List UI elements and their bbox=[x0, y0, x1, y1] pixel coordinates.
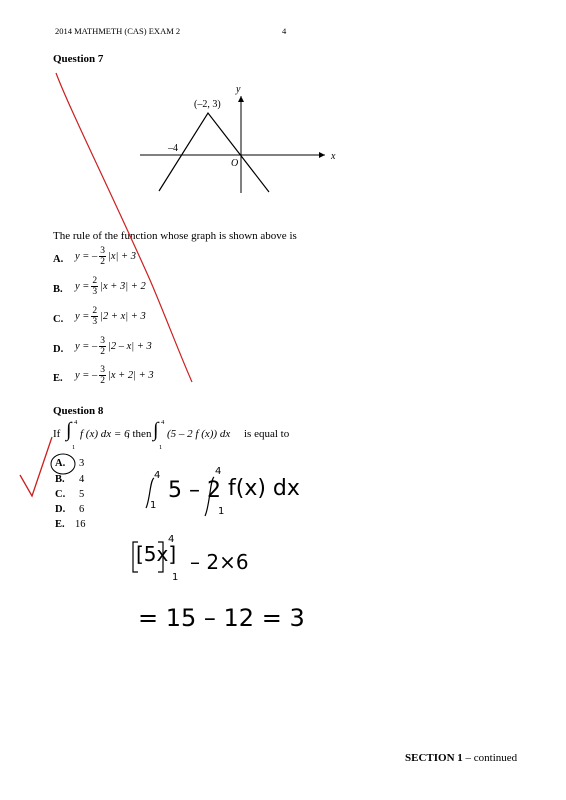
fraction-denominator: 2 bbox=[100, 347, 105, 357]
hand-line2-lower: 1 bbox=[172, 572, 179, 583]
q8-option-value: 6 bbox=[79, 504, 85, 515]
fraction-numerator: 3 bbox=[100, 246, 105, 256]
q8-option-value: 16 bbox=[75, 519, 86, 530]
hand-line1-b: f(x) dx bbox=[228, 476, 300, 501]
q8-option-letter: D. bbox=[55, 504, 66, 515]
fraction-denominator: 2 bbox=[100, 376, 105, 386]
q7-option-post: |2 – x| + 3 bbox=[108, 341, 152, 352]
vertex-label: (–2, 3) bbox=[194, 99, 221, 110]
q7-option-post: |x + 2| + 3 bbox=[108, 370, 154, 381]
q7-option-letter: A. bbox=[53, 254, 64, 265]
integral-1-body: f (x) dx = 6 bbox=[80, 428, 130, 440]
q7-option-pre: y = bbox=[75, 311, 90, 322]
q7-option-post: |2 + x| + 3 bbox=[100, 311, 146, 322]
question-8-then: , then bbox=[127, 428, 152, 440]
red-strike-line bbox=[56, 73, 192, 382]
question-8-if: If bbox=[53, 428, 61, 440]
q8-option-letter: A. bbox=[55, 458, 66, 469]
hand-line1-a: 5 – 2 bbox=[168, 478, 221, 503]
integral-2-lower: 1 bbox=[159, 444, 163, 451]
integral-sign-2: ∫ bbox=[153, 419, 159, 441]
question-7-prompt: The rule of the function whose graph is shown above is bbox=[53, 230, 297, 242]
q8-option-value: 4 bbox=[79, 474, 85, 485]
page-number: 4 bbox=[282, 26, 287, 36]
question-7-title: Question 7 bbox=[53, 53, 104, 65]
fraction-denominator: 3 bbox=[92, 287, 98, 297]
hand-line1-lower: 1 bbox=[150, 500, 157, 511]
q8-option-letter: B. bbox=[55, 474, 65, 485]
fraction-numerator: 3 bbox=[100, 365, 105, 375]
integral-sign-1: ∫ bbox=[66, 419, 72, 441]
integral-1-upper: 4 bbox=[74, 419, 78, 426]
exam-header-title: 2014 MATHMETH (CAS) EXAM 2 bbox=[55, 26, 181, 36]
hand-line2: [5x] bbox=[136, 542, 177, 566]
answer-circle bbox=[51, 454, 75, 474]
q7-option-letter: E. bbox=[53, 373, 63, 384]
hand-line1-lower2: 1 bbox=[218, 506, 225, 517]
fraction-numerator: 2 bbox=[92, 306, 98, 316]
footer-section bbox=[405, 752, 517, 764]
origin-label: O bbox=[231, 158, 239, 169]
fraction-denominator: 3 bbox=[92, 317, 98, 327]
footer-section-label: SECTION 1 bbox=[405, 752, 463, 764]
hand-line2-upper: 4 bbox=[168, 534, 175, 545]
hand-line3: = 15 – 12 = 3 bbox=[138, 604, 305, 632]
fraction-numerator: 3 bbox=[100, 336, 105, 346]
red-check-mark bbox=[20, 437, 52, 496]
x-axis-label: x bbox=[331, 151, 336, 162]
integral-2-body: (5 – 2 f (x)) dx bbox=[167, 428, 231, 440]
q7-option-pre: y = bbox=[75, 281, 90, 292]
fraction-numerator: 2 bbox=[92, 276, 98, 286]
q8-option-letter: C. bbox=[55, 489, 66, 500]
q8-option-value: 5 bbox=[79, 489, 85, 500]
q8-option-letter: E. bbox=[55, 519, 65, 530]
hand-line2-tail: – 2×6 bbox=[190, 550, 249, 574]
question-8-end: is equal to bbox=[244, 428, 290, 440]
integral-1-lower: 1 bbox=[72, 444, 76, 451]
y-axis-label: y bbox=[236, 84, 241, 95]
hand-line1-upper2: 4 bbox=[215, 466, 222, 477]
q8-option-value: 3 bbox=[79, 458, 85, 469]
q7-option-letter: D. bbox=[53, 344, 64, 355]
q7-option-post: |x| + 3 bbox=[108, 251, 137, 262]
hand-line1-upper: 4 bbox=[154, 470, 161, 481]
q7-option-pre: y = – bbox=[75, 341, 98, 352]
q7-option-letter: B. bbox=[53, 284, 63, 295]
q7-option-letter: C. bbox=[53, 314, 64, 325]
q7-option-pre: y = – bbox=[75, 251, 98, 262]
q7-option-post: |x + 3| + 2 bbox=[100, 281, 146, 292]
footer-continued: – continued bbox=[465, 752, 518, 764]
integral-2-upper: 4 bbox=[161, 419, 165, 426]
question-8-title: Question 8 bbox=[53, 405, 104, 417]
x-intercept-label: –4 bbox=[168, 143, 178, 154]
q7-option-pre: y = – bbox=[75, 370, 98, 381]
fraction-denominator: 2 bbox=[100, 257, 105, 267]
